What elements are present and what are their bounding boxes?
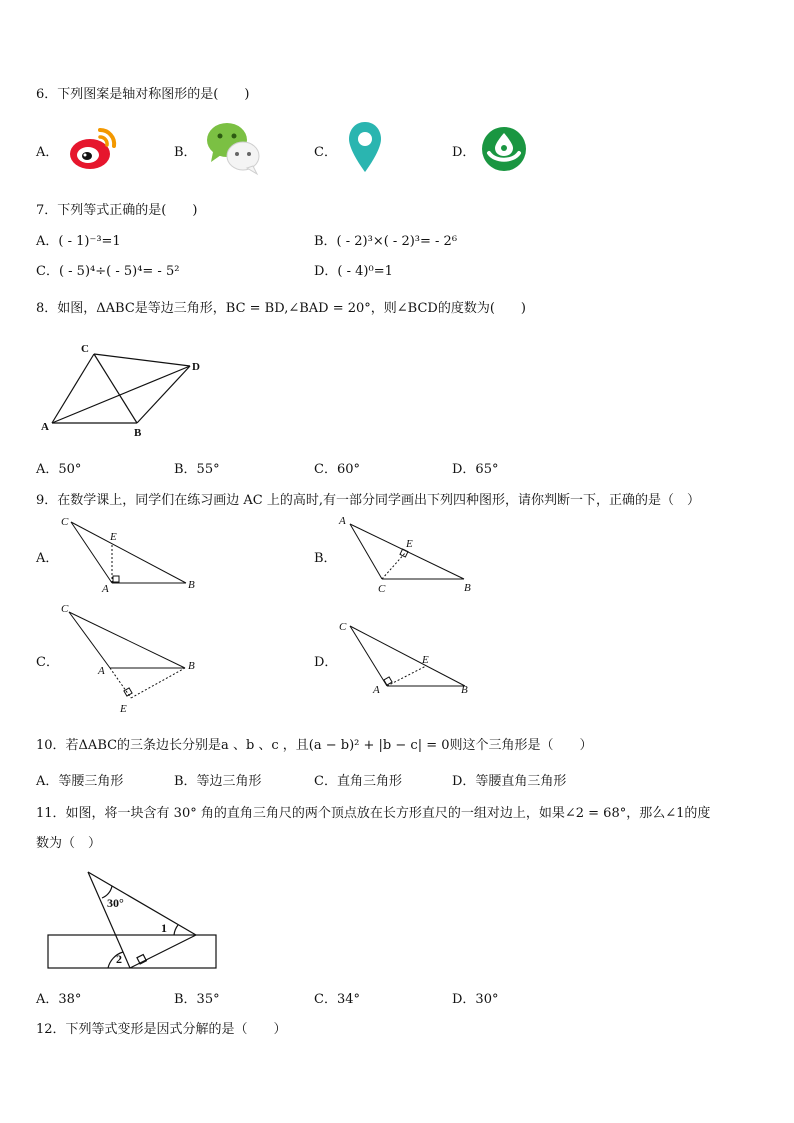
q7-option-c: C．( - 5)⁴÷( - 5)⁴= - 5²	[36, 264, 180, 279]
q6-option-a: A．	[36, 145, 59, 160]
green-drop-logo-icon	[481, 126, 527, 172]
q6-stem: 6．下列图案是轴对称图形的是( )	[36, 87, 250, 102]
q9a-label-e: E	[110, 531, 117, 543]
q9-option-d: D．	[314, 655, 338, 670]
q9a-label-c: C	[61, 516, 69, 528]
q9c-label-e: E	[120, 703, 127, 715]
q9d-label-e: E	[422, 654, 429, 666]
q7-option-b: B．( - 2)³×( - 2)³= - 2⁶	[314, 234, 458, 249]
q11-option-b: B．35°	[174, 992, 220, 1007]
q9-option-a: A．	[36, 551, 59, 566]
q9-figure-a	[58, 512, 208, 596]
q8-label-b: B	[134, 427, 142, 439]
weibo-logo-icon	[66, 120, 122, 174]
location-pin-icon	[347, 120, 383, 174]
q6-option-d: D．	[452, 145, 476, 160]
q9-option-b: B．	[314, 551, 337, 566]
q9b-label-c: C	[378, 583, 386, 595]
q8-stem: 8．如图，ΔABC是等边三角形，BC = BD,∠BAD = 20°，则∠BCD的度数为( )	[36, 301, 526, 316]
q8-figure	[40, 340, 220, 440]
q7-option-a: A．( - 1)⁻³=1	[36, 234, 121, 249]
q9-figure-c	[58, 600, 208, 718]
q6-option-c: C．	[314, 145, 337, 160]
q9c-label-b: B	[188, 660, 195, 672]
q9b-label-e: E	[406, 538, 413, 550]
q6-option-b: B．	[174, 145, 197, 160]
q11-figure	[46, 868, 226, 974]
q10-option-a: A．等腰三角形	[36, 774, 124, 789]
q11-stem-line1: 11．如图，将一块含有 30° 角的直角三角尺的两个顶点放在长方形直尺的一组对边上，如果∠2 = 68°，那么∠1的度	[36, 806, 711, 821]
q8-label-a: A	[41, 421, 49, 433]
q9a-label-a: A	[102, 583, 109, 595]
q9-figure-d	[334, 614, 484, 698]
q9c-label-a: A	[98, 665, 105, 677]
q11-stem-line2: 数为（ ）	[36, 836, 102, 851]
q8-label-d: D	[192, 361, 200, 373]
q8-option-c: C．60°	[314, 462, 360, 477]
q9d-label-c: C	[339, 621, 347, 633]
q10-option-c: C．直角三角形	[314, 774, 402, 789]
q11-label-2: 2	[116, 952, 122, 966]
q9d-label-a: A	[373, 684, 380, 696]
q9-option-c: C．	[36, 655, 59, 670]
q7-stem: 7．下列等式正确的是( )	[36, 203, 198, 218]
q9-stem: 9．在数学课上，同学们在练习画边 AC 上的高时,有一部分同学画出下列四种图形，请你判断一下，正确的是（ ）	[36, 493, 701, 508]
q11-label-30: 30°	[107, 896, 124, 910]
q9d-label-b: B	[461, 684, 468, 696]
q11-option-a: A．38°	[36, 992, 82, 1007]
q9-figure-b	[334, 512, 484, 596]
q8-label-c: C	[81, 343, 89, 355]
q10-option-d: D．等腰直角三角形	[452, 774, 567, 789]
q8-option-a: A．50°	[36, 462, 82, 477]
q10-option-b: B．等边三角形	[174, 774, 262, 789]
q9b-label-b: B	[464, 582, 471, 594]
q9b-label-a: A	[339, 515, 346, 527]
wechat-logo-icon	[205, 118, 263, 176]
q9c-label-c: C	[61, 603, 69, 615]
q8-option-d: D．65°	[452, 462, 499, 477]
q9a-label-b: B	[188, 579, 195, 591]
q8-option-b: B．55°	[174, 462, 220, 477]
q10-stem: 10．若ΔABC的三条边长分别是a 、b 、c ，且(a − b)² + |b − c| = 0则这个三角形是（ ）	[36, 738, 593, 753]
q7-option-d: D．( - 4)⁰=1	[314, 264, 393, 279]
q11-option-c: C．34°	[314, 992, 360, 1007]
q11-option-d: D．30°	[452, 992, 499, 1007]
q12-stem: 12．下列等式变形是因式分解的是（ ）	[36, 1022, 287, 1037]
q11-label-1: 1	[161, 921, 167, 935]
